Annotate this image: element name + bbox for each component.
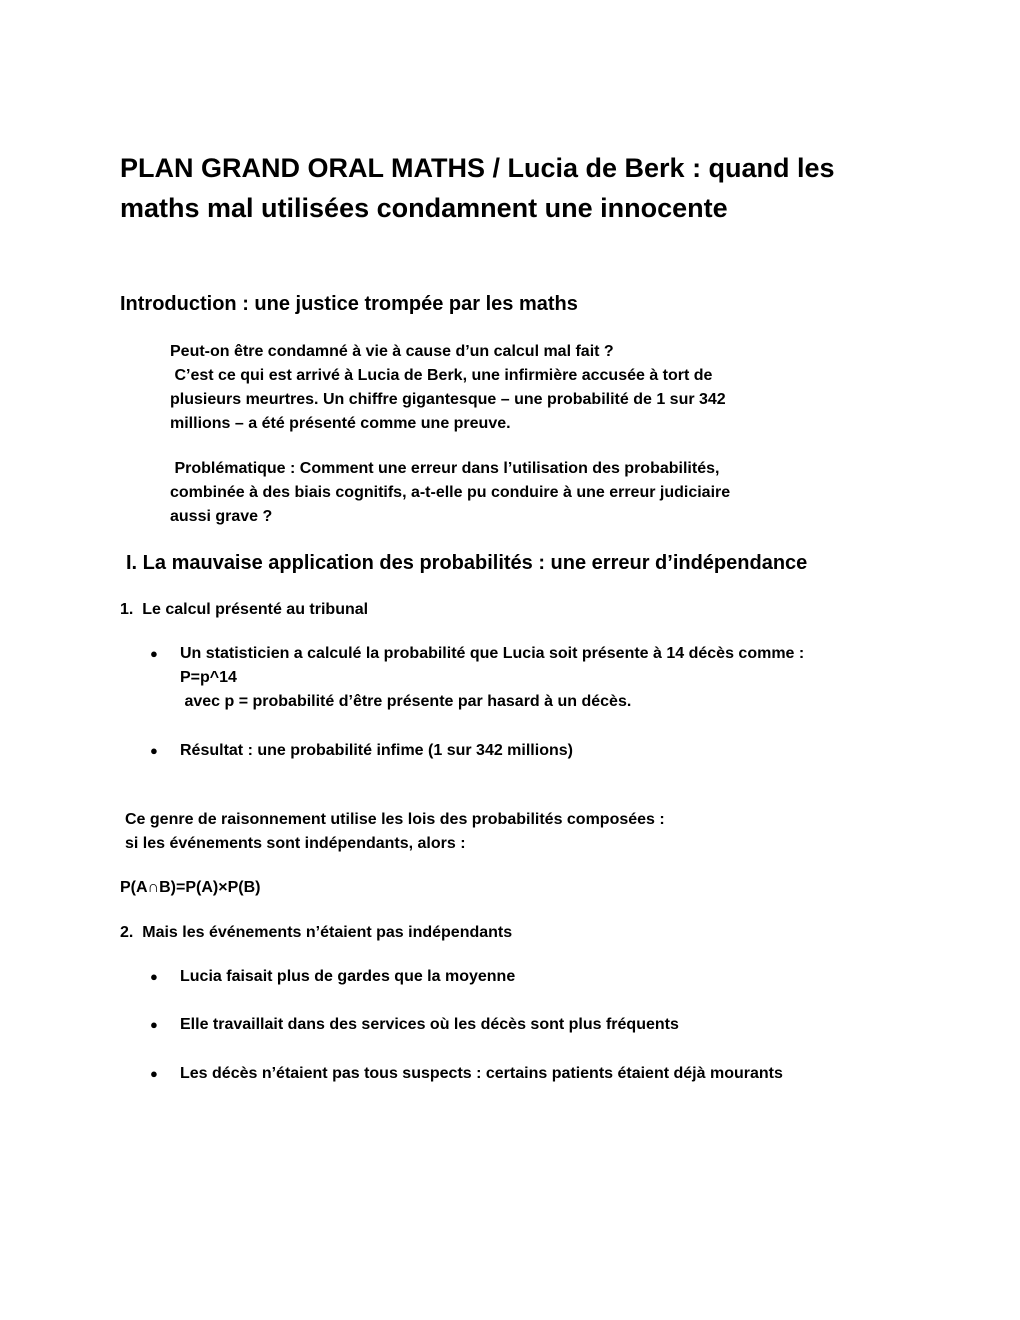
paragraph-line: Ce genre de raisonnement utilise les lois des probabilités composées : xyxy=(125,811,665,828)
intro-paragraph xyxy=(170,340,726,436)
bullet-icon: ● xyxy=(150,743,158,758)
list-item xyxy=(150,1013,679,1037)
subsection-2-heading: 2. Mais les événements n’étaient pas indépendants xyxy=(120,924,513,941)
list-item-line: Un statisticien a calculé la probabilité que Lucia soit présente à 14 décès comme : xyxy=(180,645,805,662)
list-item-line: avec p = probabilité d’être présente par hasard à un décès. xyxy=(180,693,632,710)
bullet-icon: ● xyxy=(150,1066,158,1081)
list-item xyxy=(150,1062,783,1086)
intro-paragraph-line: Peut-on être condamné à vie à cause d’un calcul mal fait ? xyxy=(170,343,614,360)
bullet-icon: ● xyxy=(150,646,158,661)
list-item-text: Elle travaillait dans des services où les décès sont plus fréquents xyxy=(180,1016,679,1033)
subsection-1-heading: 1. Le calcul présenté au tribunal xyxy=(120,601,369,618)
bullet-icon: ● xyxy=(150,969,158,984)
intro-paragraph-line: C’est ce qui est arrivé à Lucia de Berk, une infirmière accusée à tort de xyxy=(170,367,713,384)
document-title-line-1: PLAN GRAND ORAL MATHS / Lucia de Berk : quand les xyxy=(120,153,835,183)
paragraph-line: si les événements sont indépendants, alors : xyxy=(125,835,466,852)
list-item xyxy=(150,642,804,714)
problematique-paragraph xyxy=(170,457,730,529)
independence-formula: P(A∩B)=P(A)×P(B) xyxy=(120,879,261,896)
problematique-line: combinée à des biais cognitifs, a-t-elle pu conduire à une erreur judiciaire xyxy=(170,484,731,501)
problematique-line: aussi grave ? xyxy=(170,508,273,525)
list-item-line: Résultat : une probabilité infime (1 sur 342 millions) xyxy=(180,742,573,759)
bullet-icon: ● xyxy=(150,1017,158,1032)
section-1-heading: I. La mauvaise application des probabilités : une erreur d’indépendance xyxy=(126,552,808,574)
list-item xyxy=(150,739,573,763)
list-item-text: Les décès n’étaient pas tous suspects : certains patients étaient déjà mourants xyxy=(180,1065,783,1082)
list-item xyxy=(150,965,515,989)
document-title xyxy=(120,148,835,228)
problematique-line: Problématique : Comment une erreur dans l’utilisation des probabilités, xyxy=(170,460,720,477)
composed-probabilities-paragraph xyxy=(125,808,665,856)
list-item-line: P=p^14 xyxy=(180,669,237,686)
intro-paragraph-line: plusieurs meurtres. Un chiffre gigantesque – une probabilité de 1 sur 342 xyxy=(170,391,726,408)
document-title-line-2: maths mal utilisées condamnent une innocente xyxy=(120,193,728,223)
list-item-text: Lucia faisait plus de gardes que la moyenne xyxy=(180,968,516,985)
introduction-heading: Introduction : une justice trompée par les maths xyxy=(120,293,578,315)
intro-paragraph-line: millions – a été présenté comme une preuve. xyxy=(170,415,511,432)
